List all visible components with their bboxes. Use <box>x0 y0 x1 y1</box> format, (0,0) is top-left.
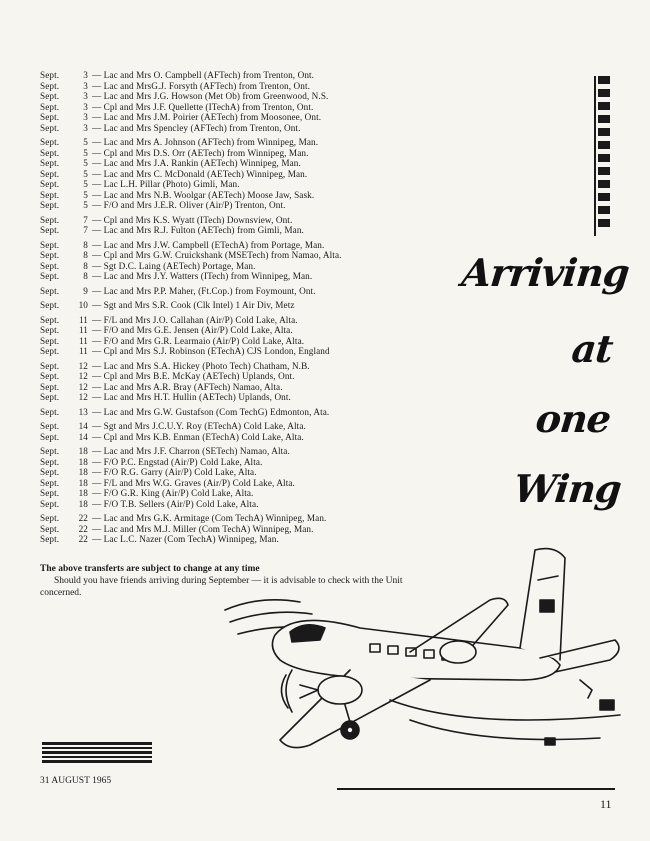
arrival-row <box>40 137 440 148</box>
arrival-month: Sept. <box>40 335 60 346</box>
arrival-detail: — F/O and Mrs G.E. Jensen (Air/P) Cold Lake, Alta. <box>92 325 293 335</box>
arrival-detail: — Lac and Mrs A.R. Bray (AFTech) Namao, Alta. <box>92 381 283 392</box>
arrival-day: 11 <box>78 335 88 346</box>
arrival-group <box>40 407 440 418</box>
arrival-detail: — Sgt and Mrs J.C.U.Y. Roy (ETechA) Cold Lake, Alta. <box>92 421 306 431</box>
arrival-month: Sept. <box>40 250 60 260</box>
arrival-row <box>40 169 440 180</box>
arrival-detail: — F/O R.G. Garry (Air/P) Cold Lake, Alta. <box>92 467 257 477</box>
arrival-detail: — F/L and Mrs W.G. Graves (Air/P) Cold Lake, Alta. <box>92 477 295 488</box>
title-wing: Wing <box>511 466 624 511</box>
decorative-bars-bottom <box>42 742 152 765</box>
arrival-row <box>40 336 440 347</box>
arrival-detail: — F/O and Mrs G.R. Learmaio (Air/P) Cold Lake, Alta. <box>92 335 305 346</box>
arrival-day: 8 <box>83 250 88 260</box>
arrival-month: Sept. <box>40 122 60 133</box>
arrival-row <box>40 524 440 535</box>
arrival-detail: — Lac and Mrs O. Campbell (AFTech) from Trenton, Ont. <box>92 70 315 80</box>
arrival-row <box>40 250 440 261</box>
arrival-day: 18 <box>78 488 88 498</box>
arrival-month: Sept. <box>40 168 60 179</box>
arrival-day: 11 <box>78 314 88 325</box>
arrival-month: Sept. <box>40 360 60 371</box>
arrival-detail: — Cpl and Mrs K.B. Enman (ETechA) Cold Lake, Alta. <box>92 431 304 442</box>
arrival-month: Sept. <box>40 314 60 325</box>
title-one: one <box>533 396 613 441</box>
arrival-row <box>40 421 440 432</box>
arrival-detail: — Lac and Mrs R.J. Fulton (AETech) from Gimli, Man. <box>92 225 304 235</box>
arrival-month: Sept. <box>40 239 60 250</box>
arrival-day: 12 <box>78 360 88 371</box>
note-heading: The above transferts are subject to change at any time <box>40 564 260 574</box>
arrival-day: 8 <box>83 260 88 271</box>
arrival-day: 3 <box>83 112 88 122</box>
arrival-group <box>40 240 440 282</box>
arrival-day: 5 <box>83 137 88 147</box>
arrival-day: 5 <box>83 179 88 189</box>
arrival-month: Sept. <box>40 477 60 488</box>
arrival-month: Sept. <box>40 392 60 402</box>
arrival-month: Sept. <box>40 214 60 225</box>
arrival-row <box>40 190 440 201</box>
arrival-group <box>40 286 440 297</box>
arrival-row <box>40 467 440 478</box>
arrival-month: Sept. <box>40 200 60 210</box>
arrival-day: 14 <box>78 421 88 431</box>
arrival-detail: — Sgt D.C. Laing (AETech) Portage, Man. <box>92 260 256 271</box>
page-number: 11 <box>600 797 612 811</box>
arrival-detail: — Lac and Mrs G.W. Gustafson (Com TechG) Edmonton, Ata. <box>92 406 330 417</box>
arrival-day: 12 <box>78 392 88 402</box>
arrival-day: 5 <box>83 200 88 210</box>
arrival-month: Sept. <box>40 523 60 534</box>
note-text: Should you have friends arriving during September — it is advisable to check with the Unit concerned. <box>40 576 403 598</box>
arrival-row <box>40 392 440 403</box>
arrival-month: Sept. <box>40 300 60 310</box>
arrival-month: Sept. <box>40 446 60 456</box>
arrival-row <box>40 91 440 102</box>
arrival-detail: — Lac and Mrs H.T. Hullin (AETech) Uplands, Ont. <box>92 392 291 402</box>
arrival-day: 9 <box>83 285 88 296</box>
arrival-day: 14 <box>78 431 88 442</box>
arrival-day: 3 <box>83 80 88 91</box>
arrival-row <box>40 488 440 499</box>
arrival-day: 10 <box>78 300 88 310</box>
arrival-detail: — F/O P.C. Engstad (Air/P) Cold Lake, Alta. <box>92 456 263 467</box>
arrival-month: Sept. <box>40 467 60 477</box>
title-at: at <box>569 326 615 371</box>
arrival-row <box>40 271 440 282</box>
arrival-day: 5 <box>83 189 88 200</box>
arrival-detail: — Cpl and Mrs D.S. Orr (AETech) from Winnipeg, Man. <box>92 147 309 158</box>
arrival-row <box>40 457 440 468</box>
arrival-detail: — F/L and Mrs J.O. Callahan (Air/P) Cold Lake, Alta. <box>92 314 298 325</box>
arrival-month: Sept. <box>40 101 60 112</box>
arrival-month: Sept. <box>40 421 60 431</box>
arrival-day: 18 <box>78 467 88 477</box>
decorative-bars-top <box>598 76 610 232</box>
arrival-month: Sept. <box>40 513 60 523</box>
arrival-row <box>40 112 440 123</box>
arrival-day: 18 <box>78 498 88 509</box>
arrival-row <box>40 315 440 326</box>
arrival-month: Sept. <box>40 137 60 147</box>
arrival-group <box>40 421 440 442</box>
arrival-day: 5 <box>83 158 88 168</box>
arrival-day: 12 <box>78 381 88 392</box>
arrival-group <box>40 446 440 509</box>
arrival-row <box>40 123 440 134</box>
arrivals-list <box>40 70 440 549</box>
title-arriving: Arriving <box>459 250 632 295</box>
arrival-group <box>40 300 440 311</box>
arrival-row <box>40 513 440 524</box>
arrival-day: 3 <box>83 91 88 101</box>
arrival-month: Sept. <box>40 91 60 101</box>
arrival-detail: — Cpl and Mrs S.J. Robinson (ETechA) CJS London, England <box>92 346 330 356</box>
arrival-detail: — Lac and Mrs J.M. Poirier (AETech) from Moosonee, Ont. <box>92 112 322 122</box>
arrival-month: Sept. <box>40 456 60 467</box>
arrival-detail: — Lac and Mrs N.B. Woolgar (AETech) Moose Jaw, Sask. <box>92 189 315 200</box>
arrival-row <box>40 499 440 510</box>
issue-date: 31 AUGUST 1965 <box>40 776 112 786</box>
arrival-day: 22 <box>78 534 88 544</box>
arrival-detail: — Lac and MrsG.J. Forsyth (AFTech) from Trenton, Ont. <box>92 80 310 91</box>
arrival-detail: — Lac and Mrs J.Y. Watters (ITech) from Winnipeg, Man. <box>92 271 313 281</box>
arrival-row <box>40 102 440 113</box>
arrival-day: 8 <box>83 271 88 281</box>
arrival-detail: — F/O G.R. King (Air/P) Cold Lake, Alta. <box>92 488 254 498</box>
arrival-month: Sept. <box>40 498 60 509</box>
arrival-month: Sept. <box>40 112 60 122</box>
arrival-row <box>40 215 440 226</box>
arrival-detail: — Lac and Mrs J.A. Rankin (AETech) Winnipeg, Man. <box>92 158 301 168</box>
arrival-row <box>40 240 440 251</box>
arrival-month: Sept. <box>40 147 60 158</box>
arrival-detail: — Cpl and Mrs K.S. Wyatt (ITech) Downsview, Ont. <box>92 214 293 225</box>
arrival-month: Sept. <box>40 80 60 91</box>
arrival-day: 22 <box>78 513 88 523</box>
arrival-month: Sept. <box>40 158 60 168</box>
arrival-row <box>40 300 440 311</box>
arrival-day: 3 <box>83 101 88 112</box>
arrival-month: Sept. <box>40 179 60 189</box>
arrival-detail: — F/O T.B. Sellers (Air/P) Cold Lake, Alta. <box>92 498 259 509</box>
arrival-day: 3 <box>83 70 88 80</box>
arrival-detail: — Cpl and Mrs J.F. Quellette (ITechA) from Trenton, Ont. <box>92 101 314 112</box>
arrival-detail: — Cpl and Mrs G.W. Cruickshank (MSETech) from Namao, Alta. <box>92 250 342 260</box>
arrival-day: 22 <box>78 523 88 534</box>
arrival-row <box>40 200 440 211</box>
arrival-group <box>40 315 440 357</box>
arrival-row <box>40 325 440 336</box>
arrival-row <box>40 478 440 489</box>
arrival-month: Sept. <box>40 271 60 281</box>
arrival-detail: — Lac and Mrs J.W. Campbell (ETechA) from Portage, Man. <box>92 239 325 250</box>
arrival-detail: — Lac and Mrs S.A. Hickey (Photo Tech) Chatham, N.B. <box>92 360 310 371</box>
arrival-detail: — F/O and Mrs J.E.R. Oliver (Air/P) Trenton, Ont. <box>92 200 286 210</box>
arrival-detail: — Lac and Mrs M.J. Miller (Com TechA) Winnipeg, Man. <box>92 523 314 534</box>
arrival-row <box>40 179 440 190</box>
cartoon-airplane-illustration <box>220 540 630 755</box>
arrival-detail: — Sgt and Mrs S.R. Cook (Clk Intel) 1 Air Div, Metz <box>92 300 295 310</box>
arrival-day: 12 <box>78 371 88 381</box>
arrival-row <box>40 361 440 372</box>
arrival-month: Sept. <box>40 189 60 200</box>
arrival-day: 11 <box>78 325 88 335</box>
arrival-row <box>40 446 440 457</box>
arrival-month: Sept. <box>40 371 60 381</box>
arrival-detail: — Lac and Mrs Spencley (AFTech) from Trenton, Ont. <box>92 122 301 133</box>
arrival-group <box>40 361 440 403</box>
arrival-row <box>40 70 440 81</box>
arrival-day: 18 <box>78 477 88 488</box>
arrival-month: Sept. <box>40 534 60 544</box>
arrival-day: 7 <box>83 214 88 225</box>
arrival-month: Sept. <box>40 406 60 417</box>
arrival-month: Sept. <box>40 488 60 498</box>
arrival-day: 18 <box>78 446 88 456</box>
arrival-row <box>40 371 440 382</box>
arrival-day: 5 <box>83 168 88 179</box>
arrival-row <box>40 225 440 236</box>
arrival-row <box>40 261 440 272</box>
arrival-row <box>40 81 440 92</box>
arrival-detail: — Lac and Mrs J.G. Howson (Met Ob) from Greenwood, N.S. <box>92 91 329 101</box>
arrival-month: Sept. <box>40 225 60 235</box>
arrival-month: Sept. <box>40 70 60 80</box>
arrival-month: Sept. <box>40 346 60 356</box>
arrival-month: Sept. <box>40 285 60 296</box>
arrival-detail: — Lac and Mrs C. McDonald (AETech) Winnipeg, Man. <box>92 168 308 179</box>
arrival-month: Sept. <box>40 325 60 335</box>
arrival-detail: — Lac L.C. Nazer (Com TechA) Winnipeg, Man. <box>92 534 279 544</box>
arrival-group <box>40 137 440 211</box>
arrival-group <box>40 70 440 133</box>
arrival-month: Sept. <box>40 381 60 392</box>
arrival-month: Sept. <box>40 260 60 271</box>
arrival-day: 13 <box>78 406 88 417</box>
vertical-rule <box>594 76 596 236</box>
arrival-row <box>40 382 440 393</box>
arrival-group <box>40 215 440 236</box>
arrival-day: 8 <box>83 239 88 250</box>
arrival-day: 11 <box>78 346 88 356</box>
arrival-row <box>40 286 440 297</box>
footer-rule <box>337 788 615 790</box>
arrival-day: 18 <box>78 456 88 467</box>
arrival-day: 5 <box>83 147 88 158</box>
arrival-detail: — Lac and Mrs G.K. Armitage (Com TechA) Winnipeg, Man. <box>92 513 327 523</box>
arrival-day: 3 <box>83 122 88 133</box>
arrival-row <box>40 148 440 159</box>
arrival-row <box>40 158 440 169</box>
arrival-day: 7 <box>83 225 88 235</box>
arrival-row <box>40 346 440 357</box>
arrival-detail: — Lac and Mrs A. Johnson (AFTech) from Winnipeg, Man. <box>92 137 319 147</box>
arrival-row <box>40 407 440 418</box>
arrival-detail: — Cpl and Mrs B.E. McKay (AETech) Uplands, Ont. <box>92 371 295 381</box>
arrival-row <box>40 432 440 443</box>
arrival-month: Sept. <box>40 431 60 442</box>
arrival-detail: — Lac and Mrs J.F. Charron (SETech) Namao, Alta. <box>92 446 290 456</box>
arrival-detail: — Lac L.H. Pillar (Photo) Gimli, Man. <box>92 179 240 189</box>
arrival-detail: — Lac and Mrs P.P. Maher, (Ft.Cop.) from Foymount, Ont. <box>92 285 316 296</box>
